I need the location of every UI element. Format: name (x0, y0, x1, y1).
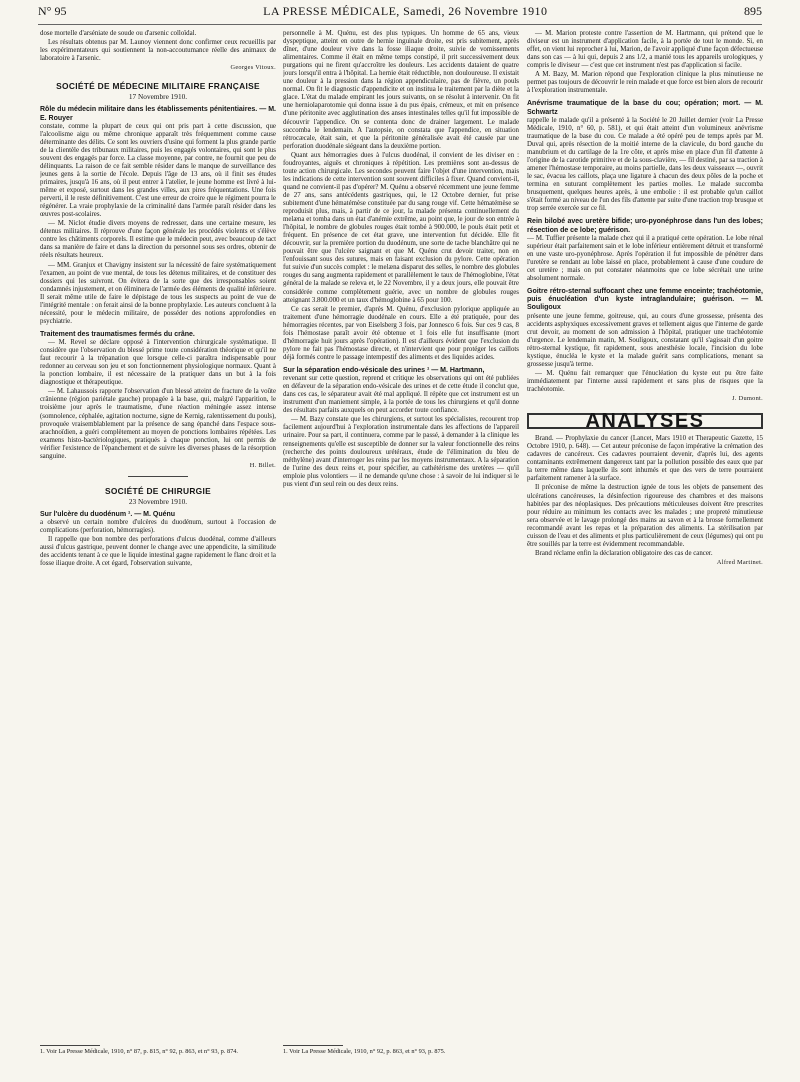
paragraph: — M. Quénu fait remarquer que l'énucléation du kyste eut pu être faite immédiatement par l'interne aussi rapidement et sans plus de risques que la trachéotomie. (527, 369, 763, 394)
article-subtitle: Goitre rétro-sternal suffocant chez une femme enceinte; trachéotomie, puis énucléation d'un kyste intraglandulaire; guérison. — M. Souligoux (527, 288, 763, 312)
paragraph: — M. Niclot étudie divers moyens de redresser, dans une certaine mesure, les détenus militaires. Il réprouve d'une façon générale les procédés violents et s'élève contre les châtiments corporels. Il estime que le médecin peut, avec beaucoup de tact dans sa manière de faire et dans la direction du personnel sous ses ordres, obtenir de réels résultats heureux. (40, 220, 276, 260)
paragraph: A M. Bazy, M. Marion répond que l'exploration clinique la plus minutieuse ne permet pas toujours de découvrir le rein malade et que force est bien alors de recourir à l'exploration instrumentale. (527, 71, 763, 95)
paragraph: Les résultats obtenus par M. Launoy viennent donc confirmer ceux recueillis par les expérimentateurs qui soutiennent la non-accoutumance réelle des animaux de laboratoire à l'arsenic. (40, 39, 276, 63)
section-date: 23 Novembre 1910. (128, 496, 188, 506)
paragraph: rappelle le malade qu'il a présenté à la Société le 20 Juillet dernier (voir La Presse Médicale, 1910, n° 60, p. 581), et qui était atteint d'un volumineux anévrisme traumatique de la base du cou. Ce malade a été opéré peu de temps après par M. Duval qui, après résection de la moitié interne de la clavicule, du bord gauche du manubrium et du cartilage de la 1re côte, et après mise en place d'un fil d'attente à l'origine de la carotide primitive et de la sous-clavière, — fil destiné, par sa traction à amener l'hémostase temporaire, au moins partielle, dans les deux vaisseaux —, ouvrit le sac, évacua les caillots, plaça une ligature à chacun des deux pôles de la poche et termina en suturant complètement les parties molles. Le malade succomba brusquement, quelques heures après, à une embolie : il est probable qu'un caillot s'était formé au niveau de l'un des fils d'attente par suite d'une traction trop brusque et trop serrée exercée sur ce fil. (527, 116, 763, 213)
page-header (38, 4, 762, 25)
signature: J. Dumont. (732, 395, 763, 403)
analyses-banner: ANALYSES (527, 413, 763, 429)
journal-title: LA PRESSE MÉDICALE, Samedi, 26 Novembre 1910 (263, 4, 548, 18)
divider (128, 476, 188, 477)
article-subtitle: Rein bilobé avec uretère bifide; uro-pyonéphrose dans l'un des lobes; résection de ce lobe; guérison. (527, 218, 763, 234)
paragraph: Ce cas serait le premier, d'après M. Quénu, d'exclusion pylorique appliquée au traitement d'une hémorragie duodénale en cours. Elle a été pratiquée, pour des hémorragies récentes, par von Eiselsberg 3 fois, par Jonnesco 6 fois. Sur ces 9 cas, 8 fois l'hémostase paraît avoir été obtenue et 1 fois elle fut insuffisante (mort d'hémorragie huit jours après l'opération). Il est d'ailleurs évident que l'exclusion du pylore ne fait pas l'hémostase directe, et n'intervient que pour protéger les caillots déjà formés contre le passage intempestif des aliments et des liquides acides. (283, 305, 519, 361)
signature: Alfred Martinet. (716, 558, 763, 566)
paragraph: Brand réclame enfin la déclaration obligatoire des cas de cancer. (535, 549, 713, 557)
footnote-rule (283, 1045, 343, 1046)
paragraph: Quant aux hémorragies dues à l'ulcus duodénal, il convient de les diviser en : foudroyantes, aiguës et chroniques à répétition. Les premières sont au-dessus de toute action chirurgicale. Les secondes peuvent faire l'objet d'une intervention, mais les indications de cette intervention sont souvent difficiles à fixer. Quand convient-il, quand ne convient-il pas d'opérer? M. Quénu a observé récemment une jeune femme de 27 ans, sans antécédents gastriques, qui, le 12 Octobre dernier, fut prise subitement d'une hématémèse constituée par du sang rouge vif. Cette hématémèse se reproduisit plus, mais, à partir de ce jour, la malade présenta continuellement du melæna et tomba dans un état d'anémie extrême, au point que, le jour de son entrée à l'hôpital, le nombre de globules rouges était tombé à 900.000, le pouls était petit et fréquent. En présence de cet état grave, une intervention fut décidée. Elle fit découvrir, sur la première portion du duodénum, une sorte de tache blanchâtre qui ne pouvait être que l'ulcère saignant et que M. Quénu crut devoir traiter, non en l'enfouissant sous des sutures, mais en faisant exclusion du pylore. Cette opération fut suivie d'un succès complet : le melæna disparut des selles, le nombre des globules rouges du sang augmenta rapidement et parallèlement le taux de l'hémoglobine, l'état général de la malade se releva et, le 22 Novembre, il y a deux jours, elle pouvait être considérée comme complètement guérie, avec un nombre de globules rouges atteignant 3.800.000 et un taux d'hémoglobine à 65 pour 100. (283, 151, 519, 304)
paragraph: — M. Lahaussois rapporte l'observation d'un blessé atteint de fracture de la voûte crânienne (région pariétale gauche) propagée à la base, qui, malgré l'apparition, le troisième jour après le traumatisme, d'une réaction méningée assez intense (somnolence, céphalée, agitation nocturne, signe de Kernig, ralentissement du pouls), provoquée vraisemblablement par la présence de sang épanché dans l'espace sous-arachnoïdien, a guéri complètement au moyen de ponctions lombaires répétées. Les examens histo-bactériologiques, pratiqués à chaque ponction, lui ont permis de vérifier l'existence de l'épanchement et de suivre les diverses phases de la résorption sanguine. (40, 388, 276, 460)
paragraph: Il préconise de même la destruction ignée de tous les objets de pansement des ulcérations cancéreuses, la désinfection rigoureuse des chambres et des maisons habitées par des néoplasiques. Des précautions méticuleuses doivent être prescrites pour réduire au minimum les contacts avec les malades ; une propreté minutieuse sera observée et le lavage prolongé des mains au savon et à la brosse formellement recommandé avant les repas et la préparation des aliments. La stérilisation par cuisson de l'eau et des aliments et plus particulièrement de ceux (légumes) qui ont pu être souillés par la terre est évidemment recommandable. (527, 484, 763, 548)
section-date: 17 Novembre 1910. (128, 92, 188, 102)
paragraph: — M. Bazy constate que les chirurgiens, et surtout les spécialistes, recourent trop facilement aujourd'hui à l'exploration instrumentale dans les affections de l'appareil urinaire. Pour sa part, il continuera, comme par le passé, à demander à la clinique les renseignements qu'elle est susceptible de donner sur la valeur fonctionnelle des reins (recherche des points douloureux urétéraux, étude de l'élimination du bleu de méthylène) avant d'interroger les reins par les moyens instrumentaux. A la séparation de l'urine des deux reins et, pour spécifier, au cathétérisme des uretères — qu'il emploie plus volontiers — il ne demande qu'une chose : à savoir de lui indiquer si le pus vient d'un seul rein ou des deux reins. (283, 416, 519, 488)
paragraph: — M. Tuffier présente la malade chez qui il a pratiqué cette opération. Le lobe rénal supérieur était parfaitement sain et le lobe inférieur entièrement détruit et transformé en une vaste uro-pyonéphrose. Après l'opération il fut impossible de pénétrer dans l'uretère se rendant au lobe laissé en place, probablement à cause d'une coudure de cet uretère ; mais on put constater néanmoins que ce lobe sécrétait une urine absolument normale. (527, 234, 763, 282)
signature: H. Billet. (249, 461, 276, 469)
paragraph: Brand. — Prophylaxie du cancer (Lancet, Mars 1910 et Therapeutic Gazette, 15 Octobre 1910, p. 648). — Cet auteur préconise de façon impérative la crémation des cadavres de cancéreux. Ces cadavres pourraient devenir, d'après lui, des agents contaminants extrêmement dangereux tant par la pollution possible des eaux que par la terre même dans laquelle ils sont inhumés et que des vers de terre pourraient parfaitement ramener à la surface. (527, 435, 763, 483)
footnote-rule (40, 1045, 100, 1046)
article-subtitle: Traitement des traumatismes fermés du crâne. (40, 330, 195, 338)
paragraph: personnelle à M. Quénu, est des plus typiques. Un homme de 65 ans, vieux dyspeptique, atteint en outre de hernie inguinale droite, est pris subitement, après dîner, d'une douleur vive dans la fosse iliaque droite, suivie de vomissements alimentaires. Comme il était en même temps constipé, il prit successivement deux purgations qui ne firent qu'accroître les douleurs. Les accidents dataient de quatre jours lorsqu'il entra à l'hôpital. La hernie était réductible, non douloureuse. Il existait une douleur à la pression dans la région appendiculaire, pas de fièvre, un pouls normal. On fit le diagnostic d'appendicite et on institua le traitement par la diète et la glace. L'état du malade empirant les jours suivants, on se résolut à intervenir. On fit une herniolaparotomie qui donna issue à du pus épais, crémeux, et mit en présence d'une péritonite avec agglutination des anses intestinales telles qu'il fut impossible de découvrir l'appendice. On se contenta donc de drainer largement. Le malade succomba le lendemain. A l'autopsie, on constata que l'appendice, en situation rétrocæcale, était sain, et que la péritonite généralisée avait été causée par une perforation duodénale siégeant dans la deuxième portion. (283, 30, 519, 150)
column-1 (40, 30, 276, 1035)
page-number: 895 (743, 4, 762, 18)
footnote-column-2 (283, 1045, 519, 1056)
article-subtitle: Anévrisme traumatique de la base du cou; opération; mort. — M. Schwartz (527, 100, 763, 116)
paragraph: — M. Marion proteste contre l'assertion de M. Hartmann, qui prétend que le diviseur est un instrument d'application facile, à la portée de tout le monde. Si, en effet, on vient lui reprocher à lui, Marion, de l'avoir appliqué d'une façon défectueuse dans son cas — à lui qui, depuis 2 ans 1/2, a manié tous les appareils urologiques, y compris le diviseur — c'est que cet instrument n'est pas d'application si facile. (527, 30, 763, 70)
footnote-text: 1. Voir La Presse Médicale, 1910, n° 92, p. 863, et n° 93, p. 875. (283, 1048, 446, 1055)
column-3 (527, 30, 763, 1035)
issue-number: N° 95 (38, 4, 67, 18)
footnote-text: 1. Voir La Presse Médicale, 1910, n° 87, p. 815, n° 92, p. 863, et n° 93, p. 874. (40, 1048, 238, 1055)
column-2 (283, 30, 519, 1035)
paragraph: constate, comme la plupart de ceux qui ont pris part à cette discussion, que l'alcoolisme aigu ou même chronique apparaît très fréquemment comme cause déterminante des délits. Ce sont les ouvriers d'usine qui forment la plus grande partie de la clientèle des tribunaux militaires, puis les engagés volontaires, qui sont le plus souvent des engagés par force. La classe moyenne, par contre, ne fournit que peu de délinquants. La raison de ce fait semble résider dans le manque de surveillance des jeunes gens à la sortie de l'école. Depuis l'âge de 13 ans, où il finit ses études primaires, jusqu'à 16 ans, où il peut entrer à l'atelier, le jeune homme est livré à lui-même et exposé, surtout dans les grandes villes, aux pires fréquentations. Une fois perverti, il le reste définitivement. C'est une erreur de croire que le régiment pourra le régénérer. La vraie prophylaxie de la criminalité dans l'armée paraît résider dans les œuvres post-scolaires. (40, 122, 276, 219)
paragraph: présente une jeune femme, goitreuse, qui, au cours d'une grossesse, présenta des accidents asphyxiques excessivement graves et tellement aigus que l'interne de garde crut devoir, au moment de son admission à l'hôpital, pratiquer une trachéotomie d'urgence. Le lendemain matin, M. Souligoux, constatant qu'il s'agissait d'un goitre rétro-sternal kystique, fit rapidement, sous anesthésie locale, l'incision du lobe kystique, énucléa le kyste et la malade guérit sans complications, menant sa grossesse jusqu'à terme. (527, 312, 763, 368)
article-subtitle: Sur la séparation endo-vésicale des urines ¹ — M. Hartmann, (283, 366, 485, 374)
section-title: SOCIÉTÉ DE MÉDECINE MILITAIRE FRANÇAISE (56, 81, 260, 92)
article-subtitle: Sur l'ulcère du duodénum ¹. — M. Quénu (40, 510, 176, 518)
signature: Georges Vitoux. (230, 64, 276, 72)
paragraph: dose mortelle d'arséniate de soude ou d'arsenic colloïdal. (40, 30, 197, 37)
paragraph: revenant sur cette question, reprend et critique les observations qui ont été publiées en défaveur de la séparation endo-vésicale des urines et de cette étude il conclut que, dans ces cas, le séparateur avait été mal appliqué. Il répète que cet instrument est un instrument d'un maniement simple, à la portée de tous les chirurgiens et qu'il donne des résultats parfaits auxquels on peut accorder toute confiance. (283, 375, 519, 415)
section-title: SOCIÉTÉ DE CHIRURGIE (104, 485, 212, 496)
paragraph: — MM. Granjux et Chavigny insistent sur la nécessité de faire systématiquement l'examen, au point de vue mental, de tous les détenus militaires, et de constituer des dossiers qui les suivront. On évitera de la sorte que des irresponsables soient condamnés injustement, et on éliminera de l'armée des éléments de qualité inférieure. Il serait même utile de faire le dépistage de tous les suspects au point de vue de l'intégrité mentale : on ferait ainsi de la bonne prophylaxie. Les auteurs concluent à la nécessité, pour le médecin militaire, de posséder des notions approfondies en psychiatrie. (40, 261, 276, 325)
paragraph: a observé un certain nombre d'ulcères du duodénum, surtout à l'occasion de complications (perforation, hémorragies). (40, 519, 276, 535)
article-subtitle: Rôle du médecin militaire dans les établissements pénitentiaires. — M. E. Rouyer (40, 106, 276, 122)
paragraph: — M. Revel se déclare opposé à l'intervention chirurgicale systématique. Il considère que l'observation du blessé prime toute considération théorique et qu'il ne faut recourir à la trépanation que lorsque celle-ci paraîtra indispensable pour redonner au cerveau son jeu et son fonctionnement physiologique normaux. Quant à la ponction lombaire, il est nécessaire de la pratiquer dans un but à la fois diagnostique et thérapeutique. (40, 339, 276, 387)
paragraph: Il rappelle que bon nombre des perforations d'ulcus duodénal, comme d'ailleurs aussi d'ulcus gastrique, peuvent donner le change avec une appendicite, la similitude des accidents tenant à ce que le liquide intestinal gagne rapidement le flanc droit et la fosse iliaque droite. A cet égard, l'observation suivante, (40, 536, 276, 568)
footnote-column-1 (40, 1045, 276, 1056)
